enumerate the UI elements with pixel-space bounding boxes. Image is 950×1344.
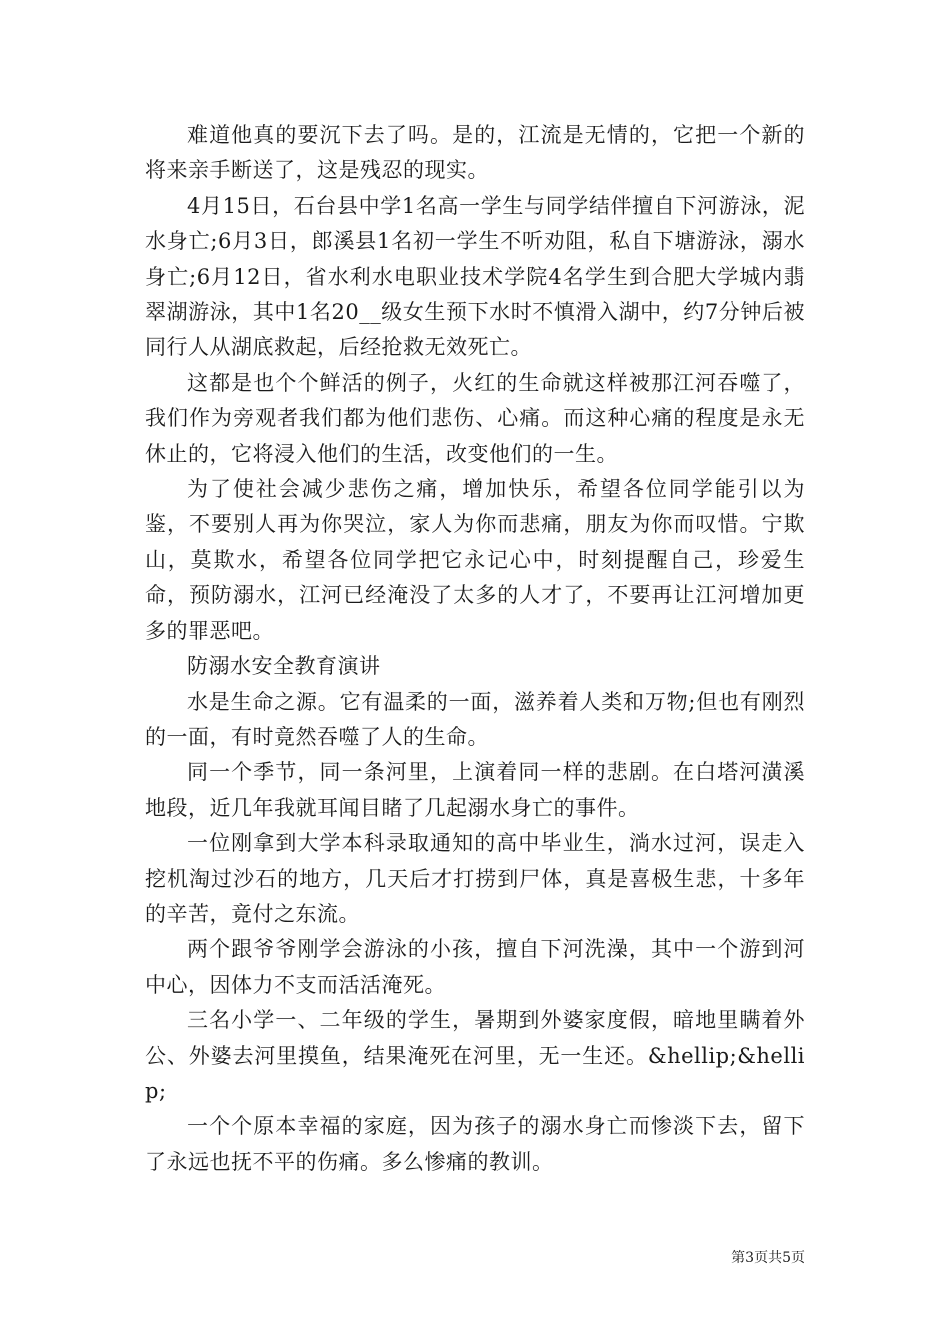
paragraph-2: 4月15日，石台县中学1名高一学生与同学结伴擅自下河游泳，泥水身亡;6月3日，郎溪县1名初一学生不听劝阻，私自下塘游泳，溺水身亡;6月12日，省水利水电职业技术学院4名学生到合肥大学城内翡翠湖游泳，其中1名20__级女生预下水时不慎滑入湖中，约7分钟后被同行人从湖底救起，后经抢救无效死亡。 (145, 193, 805, 360)
paragraph-6: 同一个季节，同一条河里，上演着同一样的悲剧。在白塔河潢溪地段，近几年我就耳闻目睹了几起溺水身亡的事件。 (145, 760, 805, 820)
paragraph-4: 为了使社会减少悲伤之痛，增加快乐，希望各位同学能引以为鉴，不要别人再为你哭泣，家人为你而悲痛，朋友为你而叹惜。宁欺山，莫欺水，希望各位同学把它永记心中，时刻提醒自己，珍爱生命，预防溺水，江河已经淹没了太多的人才了，不要再让江河增加更多的罪恶吧。 (145, 477, 805, 643)
paragraph-8: 两个跟爷爷刚学会游泳的小孩，擅自下河洗澡，其中一个游到河中心，因体力不支而活活淹死。 (145, 937, 805, 997)
page-number: 第3页共5页 (731, 1250, 805, 1266)
paragraph-9: 三名小学一、二年级的学生，暑期到外婆家度假，暗地里瞒着外公、外婆去河里摸鱼，结果淹死在河里，无一生还。&hellip;&hellip; (145, 1008, 805, 1103)
paragraph-3: 这都是也个个鲜活的例子，火红的生命就这样被那江河吞噬了，我们作为旁观者我们都为他们悲伤、心痛。而这种心痛的程度是永无休止的，它将浸入他们的生活，改变他们的一生。 (145, 370, 805, 466)
paragraph-5: 水是生命之源。它有温柔的一面，滋养着人类和万物;但也有刚烈的一面，有时竟然吞噬了人的生命。 (145, 689, 805, 749)
section-heading: 防溺水安全教育演讲 (187, 654, 381, 679)
document-page (145, 118, 805, 1180)
paragraph-7: 一位刚拿到大学本科录取通知的高中毕业生，淌水过河，误走入挖机淘过沙石的地方，几天后才打捞到尸体，真是喜极生悲，十多年的辛苦，竟付之东流。 (145, 831, 805, 926)
paragraph-1: 难道他真的要沉下去了吗。是的，江流是无情的，它把一个新的将来亲手断送了，这是残忍的现实。 (145, 123, 805, 183)
paragraph-10: 一个个原本幸福的家庭，因为孩子的溺水身亡而惨淡下去，留下了永远也抚不平的伤痛。多么惨痛的教训。 (145, 1114, 805, 1174)
